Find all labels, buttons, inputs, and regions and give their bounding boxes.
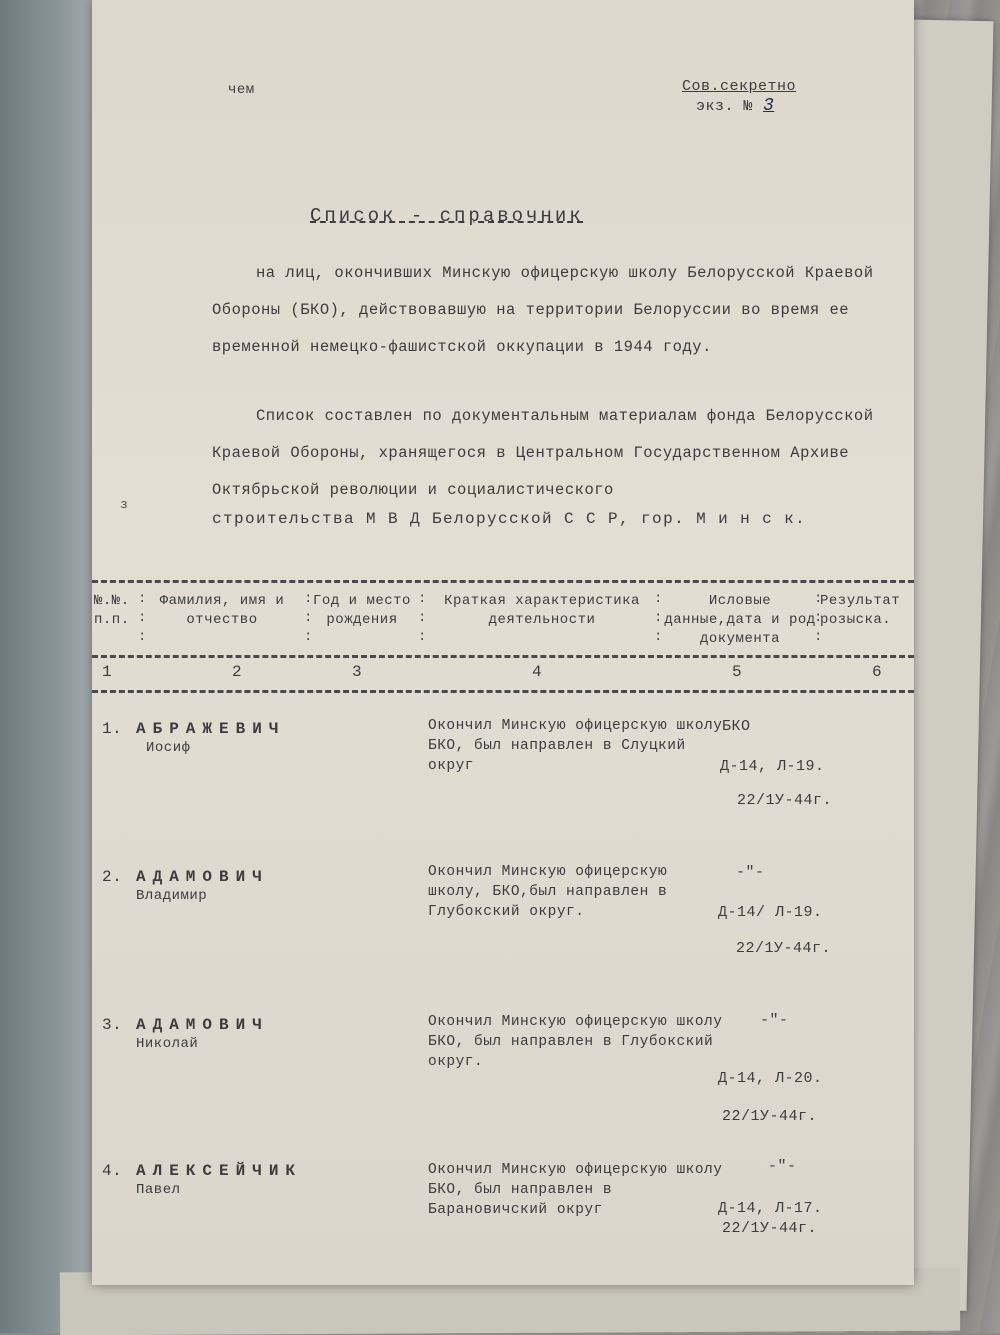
row-source-org: -"- xyxy=(760,1012,789,1029)
row-source-date: 22/1У-44г. xyxy=(722,1108,818,1125)
row-source-org: -"- xyxy=(768,1158,797,1175)
row-number: 4. xyxy=(102,1162,123,1180)
header-col-1: №.№. п.п. xyxy=(94,593,130,628)
column-number: 4 xyxy=(532,663,543,681)
row-source-org: -"- xyxy=(736,864,765,881)
document-title: Список - справочник xyxy=(310,205,584,227)
row-source-org: БКО xyxy=(722,718,751,735)
header-col-4: Краткая характеристика деятельности xyxy=(444,593,640,628)
table-rule-middle xyxy=(92,655,914,658)
copy-number-line xyxy=(696,96,784,116)
row-surname: АЛЕКСЕЙЧИК xyxy=(136,1162,303,1180)
row-surname: АДАМОВИЧ xyxy=(136,868,269,886)
column-separator: : : : xyxy=(654,591,663,645)
intro-paragraph-1: на лиц, окончивших Минскую офицерскую школу Белорусской Краевой Обороны (БКО), действовавшую на территории Белоруссии во время ее временной немецко-фашистской оккупации в 1944 году. xyxy=(212,264,874,356)
header-col-5: Исловые данные,дата и род документа xyxy=(664,593,816,647)
copy-label: экз. № xyxy=(696,98,754,115)
column-number: 1 xyxy=(102,663,113,681)
document-page xyxy=(92,0,914,1285)
margin-mark: з xyxy=(120,497,129,512)
row-surname: АБРАЖЕВИЧ xyxy=(136,720,286,738)
row-given-name: Владимир xyxy=(136,888,208,904)
row-given-name: Павел xyxy=(136,1182,181,1198)
row-number: 3. xyxy=(102,1016,123,1034)
row-source-ref: Д-14, Л-19. xyxy=(720,758,825,775)
table-rule-bottom xyxy=(92,690,914,693)
intro-paragraph-2: Список составлен по документальным материалам фонда Белорусской Краевой Обороны, хранящегося в Центральном Государственном Архиве Октябрьской революции и социалистического xyxy=(212,407,874,499)
row-description: Окончил Минскую офицерскую школу БКО, был направлен в Глубокский округ. xyxy=(428,1014,723,1070)
table-rule-top xyxy=(92,580,914,583)
row-description: Окончил Минскую офицерскую школу БКО, был направлен в Барановичский округ xyxy=(428,1162,723,1218)
intro-paragraph-3: строительства М В Д Белорусской С С Р, гор. М и н с к. xyxy=(212,510,807,528)
row-description: Окончил Минскую офицерскую школу БКО, был направлен в Слуцкий округ xyxy=(428,718,723,774)
column-separator: : : : xyxy=(418,591,427,645)
column-number: 5 xyxy=(732,663,743,681)
column-separator: : : : xyxy=(814,591,823,645)
row-source-ref: Д-14/ Л-19. xyxy=(718,904,823,921)
row-surname: АДАМОВИЧ xyxy=(136,1016,269,1034)
row-number: 2. xyxy=(102,868,123,886)
row-given-name: Иосиф xyxy=(146,740,191,756)
row-number: 1. xyxy=(102,720,123,738)
classification-stamp: Сов.секретно xyxy=(682,78,797,95)
header-col-6: Результат розыска. xyxy=(820,593,901,628)
row-description: Окончил Минскую офицерскую школу, БКО,был направлен в Глубокский округ. xyxy=(428,864,668,920)
header-col-3: Год и место рождения xyxy=(313,593,411,628)
row-source-date: 22/1У-44г. xyxy=(736,940,832,957)
copy-number: 3 xyxy=(763,96,775,116)
row-given-name: Николай xyxy=(136,1036,199,1052)
row-source-ref: Д-14, Л-20. xyxy=(718,1070,823,1087)
column-separator: : : : xyxy=(304,591,313,645)
column-separator: : : : xyxy=(138,591,147,645)
header-chem: чем xyxy=(228,82,255,98)
row-source-date: 22/1У-44г. xyxy=(737,792,833,809)
folder-cover-edge xyxy=(0,0,100,1333)
row-source-ref: Д-14, Л-17. xyxy=(718,1200,823,1217)
header-col-2: Фамилия, имя и отчество xyxy=(159,593,285,628)
column-number: 2 xyxy=(232,663,243,681)
column-number: 6 xyxy=(872,663,883,681)
column-number: 3 xyxy=(352,663,363,681)
row-source-date: 22/1У-44г. xyxy=(722,1220,818,1237)
